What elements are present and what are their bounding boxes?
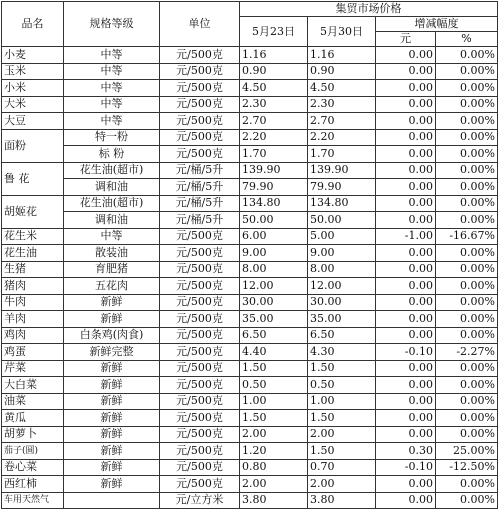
change-yuan-cell: 0.00	[376, 261, 436, 278]
unit-cell: 元/500克	[160, 80, 240, 97]
table-row	[2, 80, 498, 97]
change-percent-cell: -16.67%	[436, 228, 498, 245]
price-date2-cell: 0.50	[308, 377, 376, 394]
change-yuan-cell: 0.00	[376, 278, 436, 295]
table-row	[2, 96, 498, 113]
price-date2-cell: 0.70	[308, 459, 376, 476]
price-date1-cell: 139.90	[240, 162, 308, 179]
unit-cell: 元/500克	[160, 146, 240, 163]
change-percent-cell: 0.00%	[436, 212, 498, 229]
change-percent-cell: 0.00%	[436, 96, 498, 113]
price-date2-cell: 5.00	[308, 228, 376, 245]
price-date2-cell: 9.00	[308, 245, 376, 262]
table-row	[2, 47, 498, 64]
header-name: 品名	[2, 2, 64, 47]
price-date2-cell: 2.00	[308, 476, 376, 493]
table-row	[2, 492, 498, 509]
price-date2-cell: 134.80	[308, 195, 376, 212]
price-date2-cell: 35.00	[308, 311, 376, 328]
price-date2-cell: 50.00	[308, 212, 376, 229]
product-name-cell: 羊肉	[2, 311, 64, 328]
price-date1-cell: 6.00	[240, 228, 308, 245]
price-date2-cell: 2.70	[308, 113, 376, 130]
grade-cell: 新鲜	[64, 426, 160, 443]
grade-cell: 中等	[64, 80, 160, 97]
product-name-cell: 胡姬花	[2, 195, 64, 228]
unit-cell: 元/500克	[160, 443, 240, 460]
price-date1-cell: 2.20	[240, 129, 308, 146]
table-row	[2, 327, 498, 344]
grade-cell: 新鲜	[64, 360, 160, 377]
change-yuan-cell: 0.30	[376, 443, 436, 460]
change-percent-cell: 0.00%	[436, 327, 498, 344]
price-date1-cell: 6.50	[240, 327, 308, 344]
table-row	[2, 476, 498, 493]
change-yuan-cell: 0.00	[376, 393, 436, 410]
price-date2-cell: 0.90	[308, 63, 376, 80]
table-row	[2, 212, 498, 229]
price-date1-cell: 1.00	[240, 393, 308, 410]
price-date1-cell: 3.80	[240, 492, 308, 509]
unit-cell: 元/500克	[160, 393, 240, 410]
grade-cell: 标 粉	[64, 146, 160, 163]
change-percent-cell: 0.00%	[436, 63, 498, 80]
change-yuan-cell: 0.00	[376, 162, 436, 179]
change-percent-cell: 0.00%	[436, 492, 498, 509]
price-date2-cell: 1.50	[308, 410, 376, 427]
unit-cell: 元/500克	[160, 228, 240, 245]
product-name-cell: 鸡蛋	[2, 344, 64, 361]
change-percent-cell: 0.00%	[436, 195, 498, 212]
price-date1-cell: 134.80	[240, 195, 308, 212]
grade-cell: 中等	[64, 228, 160, 245]
table-row	[2, 443, 498, 460]
table-row	[2, 113, 498, 130]
change-yuan-cell: -0.10	[376, 344, 436, 361]
unit-cell: 元/立方米	[160, 492, 240, 509]
change-yuan-cell: 0.00	[376, 179, 436, 196]
price-date1-cell: 0.90	[240, 63, 308, 80]
change-yuan-cell: 0.00	[376, 80, 436, 97]
price-date1-cell: 0.50	[240, 377, 308, 394]
unit-cell: 元/500克	[160, 278, 240, 295]
table-row	[2, 179, 498, 196]
header-yuan: 元	[376, 32, 436, 47]
table-row	[2, 278, 498, 295]
change-yuan-cell: -0.10	[376, 459, 436, 476]
change-yuan-cell: 0.00	[376, 47, 436, 64]
header-date2: 5月30日	[308, 17, 376, 47]
table-row	[2, 146, 498, 163]
product-name-cell: 牛肉	[2, 294, 64, 311]
price-date1-cell: 9.00	[240, 245, 308, 262]
change-yuan-cell: 0.00	[376, 476, 436, 493]
grade-cell: 新鲜完整	[64, 344, 160, 361]
price-date2-cell: 1.50	[308, 443, 376, 460]
change-percent-cell: 0.00%	[436, 80, 498, 97]
unit-cell: 元/500克	[160, 377, 240, 394]
unit-cell: 元/500克	[160, 410, 240, 427]
table-row	[2, 393, 498, 410]
price-date1-cell: 2.70	[240, 113, 308, 130]
table-row	[2, 129, 498, 146]
table-row	[2, 426, 498, 443]
change-percent-cell: 0.00%	[436, 113, 498, 130]
price-date2-cell: 2.30	[308, 96, 376, 113]
table-row	[2, 459, 498, 476]
product-name-cell: 茄子(圆)	[2, 443, 64, 460]
product-name-cell: 卷心菜	[2, 459, 64, 476]
grade-cell: 新鲜	[64, 410, 160, 427]
product-name-cell: 西红柿	[2, 476, 64, 493]
change-yuan-cell: 0.00	[376, 195, 436, 212]
change-yuan-cell: -1.00	[376, 228, 436, 245]
change-percent-cell: 0.00%	[436, 162, 498, 179]
grade-cell: 中等	[64, 47, 160, 64]
change-percent-cell: 0.00%	[436, 360, 498, 377]
product-name-cell: 黄瓜	[2, 410, 64, 427]
unit-cell: 元/500克	[160, 63, 240, 80]
price-date2-cell: 30.00	[308, 294, 376, 311]
table-row	[2, 228, 498, 245]
grade-cell: 中等	[64, 113, 160, 130]
grade-cell: 中等	[64, 63, 160, 80]
table-row	[2, 360, 498, 377]
product-name-cell: 油菜	[2, 393, 64, 410]
price-date1-cell: 79.90	[240, 179, 308, 196]
change-percent-cell: 0.00%	[436, 47, 498, 64]
change-percent-cell: 0.00%	[436, 476, 498, 493]
table-row	[2, 162, 498, 179]
change-percent-cell: 0.00%	[436, 278, 498, 295]
change-yuan-cell: 0.00	[376, 492, 436, 509]
unit-cell: 元/桶/5升	[160, 179, 240, 196]
product-name-cell: 小米	[2, 80, 64, 97]
unit-cell: 元/500克	[160, 360, 240, 377]
header-grade: 规格等级	[64, 2, 160, 47]
price-date2-cell: 1.00	[308, 393, 376, 410]
change-percent-cell: 0.00%	[436, 245, 498, 262]
product-name-cell: 生猪	[2, 261, 64, 278]
grade-cell: 白条鸡(肉食)	[64, 327, 160, 344]
change-yuan-cell: 0.00	[376, 146, 436, 163]
price-date1-cell: 1.16	[240, 47, 308, 64]
grade-cell: 花生油(超市)	[64, 195, 160, 212]
unit-cell: 元/桶/5升	[160, 195, 240, 212]
price-date1-cell: 35.00	[240, 311, 308, 328]
unit-cell: 元/500克	[160, 294, 240, 311]
table-row	[2, 63, 498, 80]
unit-cell: 元/500克	[160, 129, 240, 146]
header-change: 增减幅度	[376, 17, 498, 32]
product-name-cell: 大米	[2, 96, 64, 113]
table-row	[2, 410, 498, 427]
grade-cell: 新鲜	[64, 393, 160, 410]
grade-cell: 调和油	[64, 179, 160, 196]
product-name-cell: 大豆	[2, 113, 64, 130]
product-name-cell: 胡萝卜	[2, 426, 64, 443]
product-name-cell: 小麦	[2, 47, 64, 64]
product-name-cell: 芹菜	[2, 360, 64, 377]
product-name-cell: 鸡肉	[2, 327, 64, 344]
header-market-price: 集贸市场价格	[240, 2, 498, 17]
change-yuan-cell: 0.00	[376, 245, 436, 262]
product-name-cell: 花生米	[2, 228, 64, 245]
unit-cell: 元/500克	[160, 245, 240, 262]
unit-cell: 元/500克	[160, 426, 240, 443]
grade-cell: 新鲜	[64, 459, 160, 476]
unit-cell: 元/500克	[160, 261, 240, 278]
change-yuan-cell: 0.00	[376, 360, 436, 377]
unit-cell: 元/500克	[160, 311, 240, 328]
table-row	[2, 195, 498, 212]
change-percent-cell: 0.00%	[436, 129, 498, 146]
grade-cell: 育肥猪	[64, 261, 160, 278]
grade-cell: 新鲜	[64, 294, 160, 311]
change-yuan-cell: 0.00	[376, 63, 436, 80]
price-date2-cell: 2.20	[308, 129, 376, 146]
unit-cell: 元/500克	[160, 459, 240, 476]
price-date1-cell: 1.70	[240, 146, 308, 163]
grade-cell: 新鲜	[64, 476, 160, 493]
price-date1-cell: 1.50	[240, 360, 308, 377]
price-date2-cell: 4.50	[308, 80, 376, 97]
change-percent-cell: 0.00%	[436, 294, 498, 311]
change-yuan-cell: 0.00	[376, 410, 436, 427]
change-yuan-cell: 0.00	[376, 212, 436, 229]
price-date2-cell: 4.30	[308, 344, 376, 361]
price-date1-cell: 1.50	[240, 410, 308, 427]
change-percent-cell: 0.00%	[436, 393, 498, 410]
price-date1-cell: 0.80	[240, 459, 308, 476]
price-date1-cell: 30.00	[240, 294, 308, 311]
table-row	[2, 261, 498, 278]
change-percent-cell: 0.00%	[436, 426, 498, 443]
grade-cell: 新鲜	[64, 443, 160, 460]
price-date2-cell: 1.50	[308, 360, 376, 377]
price-date1-cell: 50.00	[240, 212, 308, 229]
price-date1-cell: 2.30	[240, 96, 308, 113]
grade-cell: 新鲜	[64, 311, 160, 328]
table-row	[2, 245, 498, 262]
product-name-cell: 鲁 花	[2, 162, 64, 195]
change-yuan-cell: 0.00	[376, 327, 436, 344]
product-name-cell: 花生油	[2, 245, 64, 262]
price-date2-cell: 79.90	[308, 179, 376, 196]
grade-cell: 新鲜	[64, 377, 160, 394]
grade-cell: 五花肉	[64, 278, 160, 295]
price-date2-cell: 1.70	[308, 146, 376, 163]
product-name-cell: 猪肉	[2, 278, 64, 295]
change-yuan-cell: 0.00	[376, 311, 436, 328]
unit-cell: 元/500克	[160, 476, 240, 493]
unit-cell: 元/500克	[160, 47, 240, 64]
price-date2-cell: 3.80	[308, 492, 376, 509]
change-yuan-cell: 0.00	[376, 129, 436, 146]
change-percent-cell: 0.00%	[436, 410, 498, 427]
change-yuan-cell: 0.00	[376, 96, 436, 113]
product-name-cell: 面粉	[2, 129, 64, 162]
change-yuan-cell: 0.00	[376, 294, 436, 311]
product-name-cell: 玉米	[2, 63, 64, 80]
price-date1-cell: 2.00	[240, 476, 308, 493]
header-percent: %	[436, 32, 498, 47]
grade-cell: 调和油	[64, 212, 160, 229]
change-percent-cell: -12.50%	[436, 459, 498, 476]
table-row	[2, 311, 498, 328]
price-date2-cell: 2.00	[308, 426, 376, 443]
price-date1-cell: 1.20	[240, 443, 308, 460]
product-name-cell: 大白菜	[2, 377, 64, 394]
grade-cell	[64, 492, 160, 509]
price-date2-cell: 12.00	[308, 278, 376, 295]
change-percent-cell: 0.00%	[436, 179, 498, 196]
price-date1-cell: 8.00	[240, 261, 308, 278]
price-date1-cell: 4.40	[240, 344, 308, 361]
change-yuan-cell: 0.00	[376, 113, 436, 130]
unit-cell: 元/500克	[160, 344, 240, 361]
grade-cell: 中等	[64, 96, 160, 113]
unit-cell: 元/桶/5升	[160, 212, 240, 229]
table-row	[2, 377, 498, 394]
price-date2-cell: 1.16	[308, 47, 376, 64]
price-date2-cell: 139.90	[308, 162, 376, 179]
price-table	[1, 1, 498, 509]
grade-cell: 花生油(超市)	[64, 162, 160, 179]
change-percent-cell: 25.00%	[436, 443, 498, 460]
price-date1-cell: 2.00	[240, 426, 308, 443]
product-name-cell: 车用天然气	[2, 492, 64, 509]
price-date2-cell: 8.00	[308, 261, 376, 278]
table-row	[2, 294, 498, 311]
change-percent-cell: 0.00%	[436, 146, 498, 163]
grade-cell: 特一粉	[64, 129, 160, 146]
price-date2-cell: 6.50	[308, 327, 376, 344]
grade-cell: 散装油	[64, 245, 160, 262]
price-date1-cell: 4.50	[240, 80, 308, 97]
table-row	[2, 344, 498, 361]
change-percent-cell: -2.27%	[436, 344, 498, 361]
change-yuan-cell: 0.00	[376, 426, 436, 443]
change-percent-cell: 0.00%	[436, 377, 498, 394]
header-date1: 5月23日	[240, 17, 308, 47]
change-percent-cell: 0.00%	[436, 261, 498, 278]
unit-cell: 元/500克	[160, 113, 240, 130]
unit-cell: 元/500克	[160, 327, 240, 344]
price-date1-cell: 12.00	[240, 278, 308, 295]
unit-cell: 元/500克	[160, 96, 240, 113]
header-unit: 单位	[160, 2, 240, 47]
change-percent-cell: 0.00%	[436, 311, 498, 328]
change-yuan-cell: 0.00	[376, 377, 436, 394]
unit-cell: 元/桶/5升	[160, 162, 240, 179]
